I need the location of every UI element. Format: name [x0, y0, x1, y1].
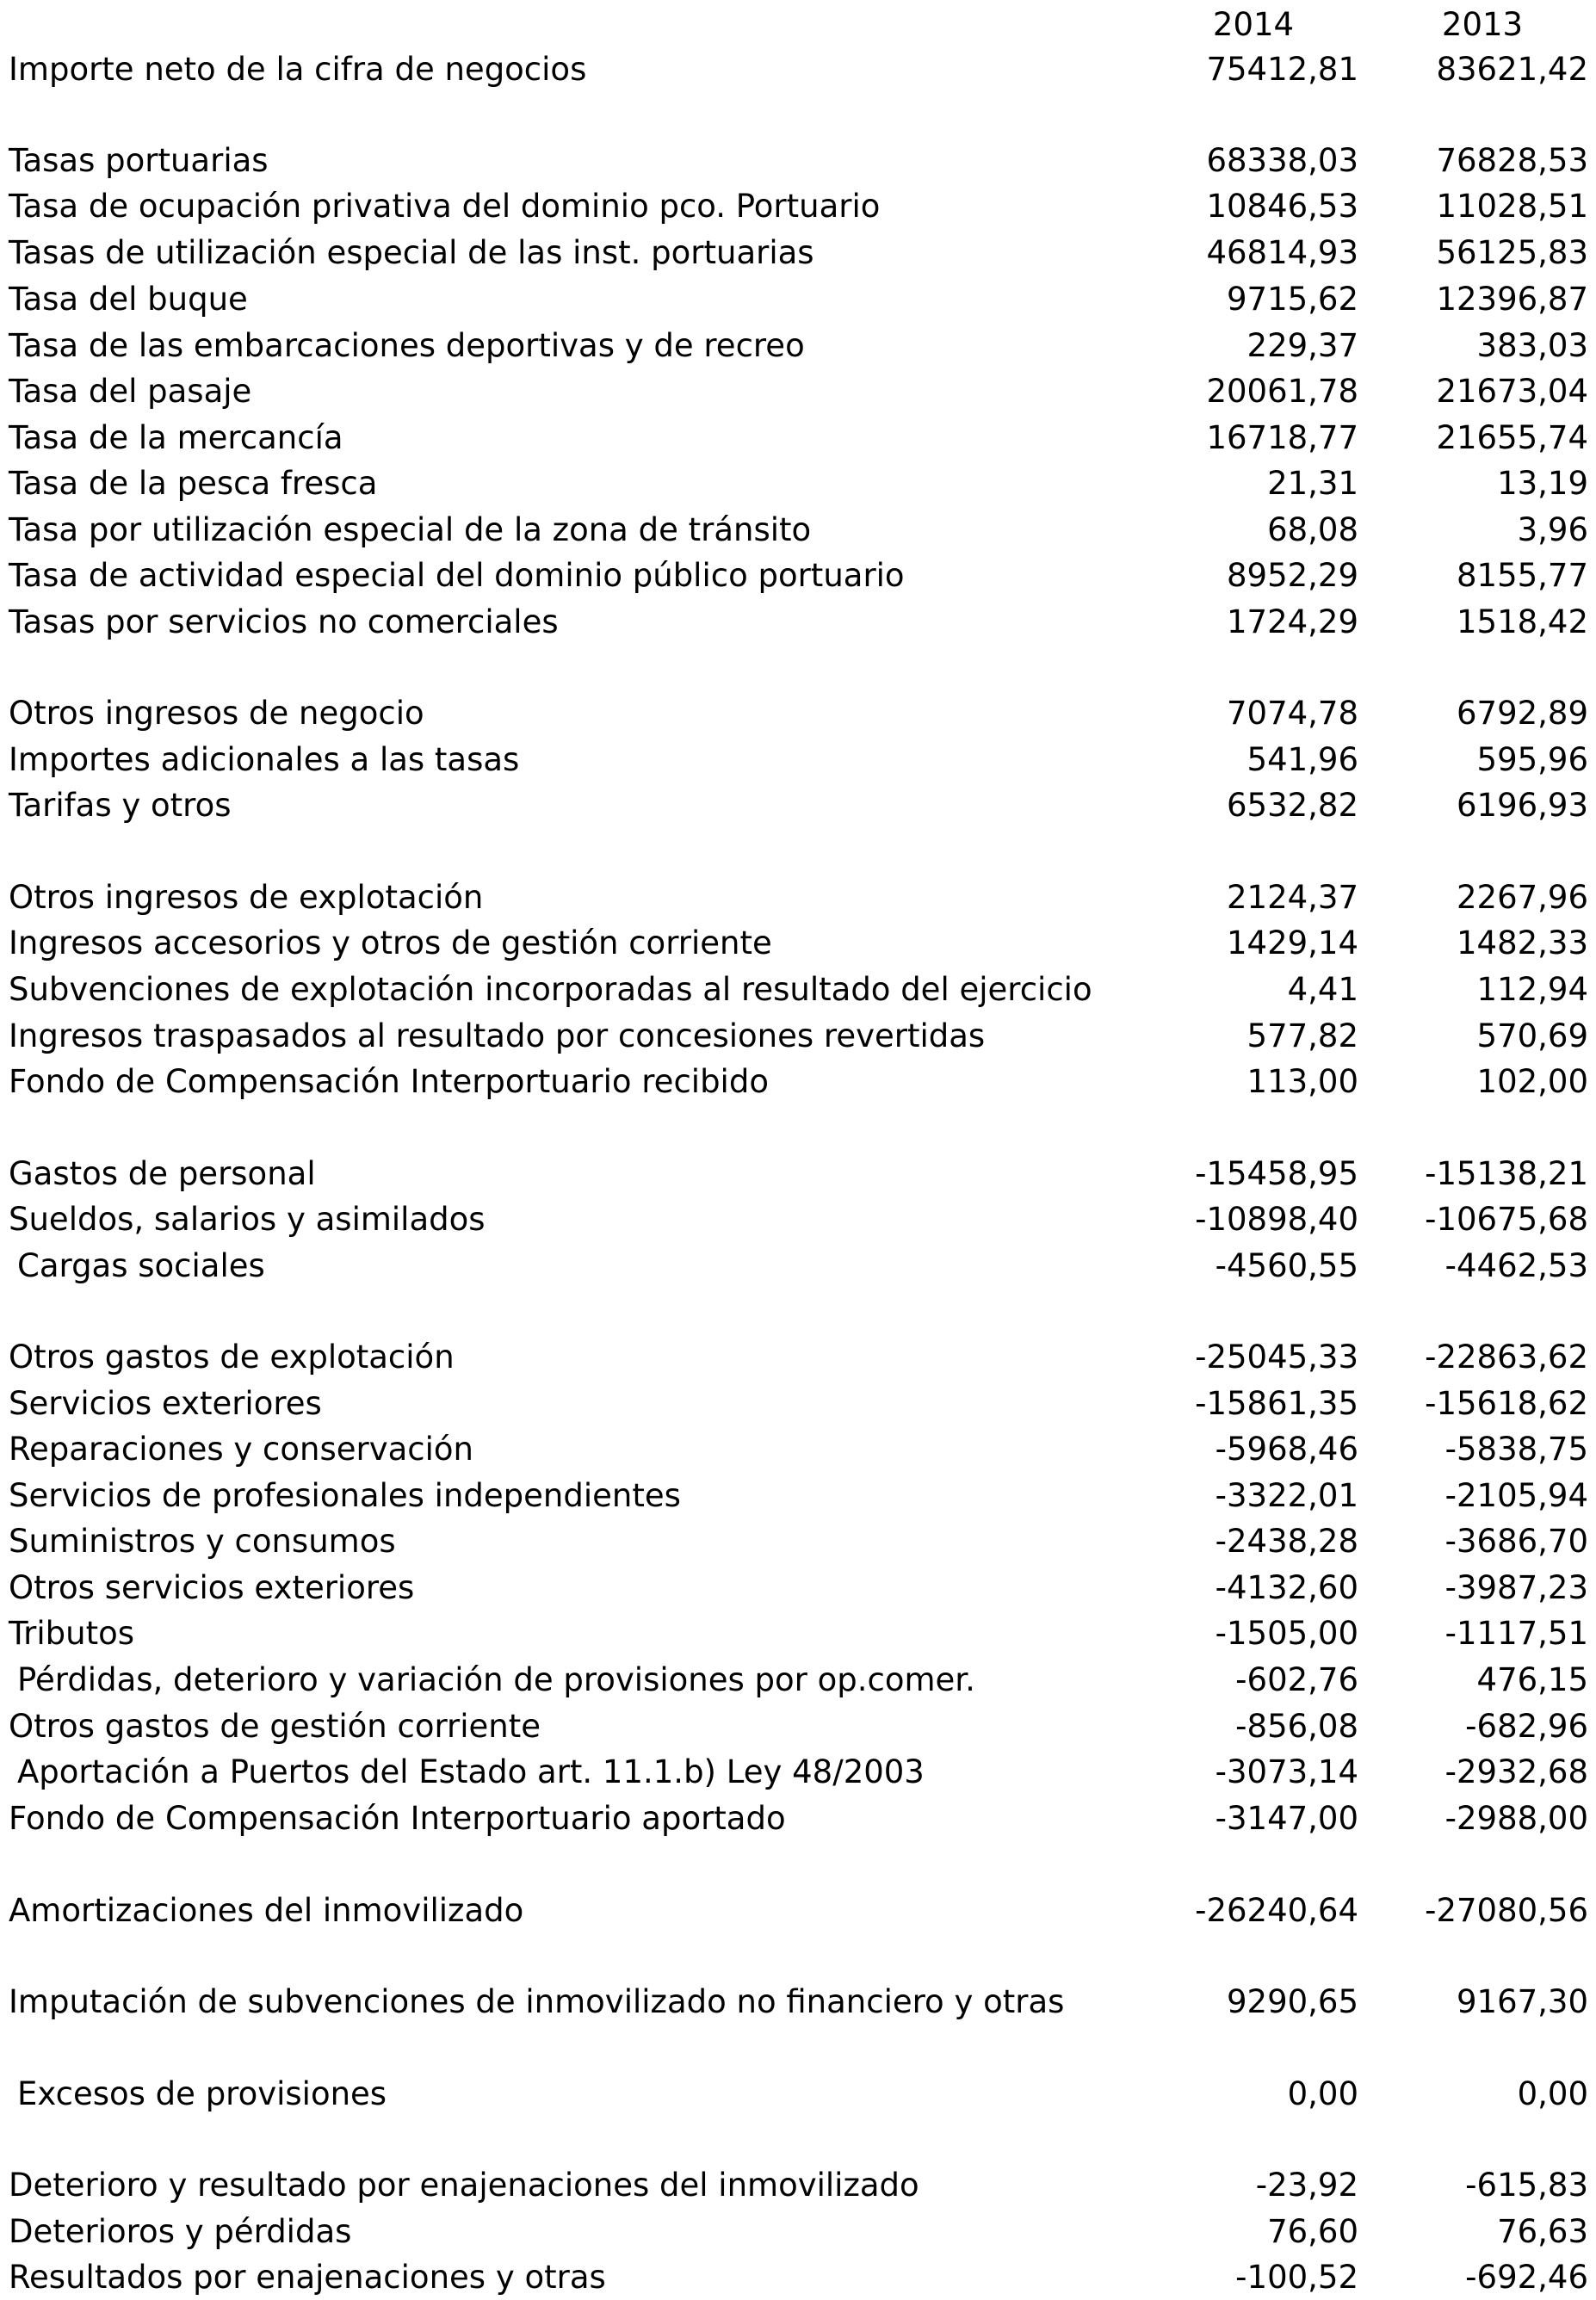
value-2013: 6196,93 — [1456, 787, 1588, 824]
row-label: Tributos — [9, 1615, 135, 1652]
table-row — [0, 1382, 1596, 1426]
value-2013: -3686,70 — [1444, 1523, 1588, 1560]
value-2014: 16718,77 — [1206, 419, 1358, 456]
value-2014: 46814,93 — [1206, 234, 1358, 271]
row-label: Tasa del pasaje — [9, 373, 252, 410]
table-row — [0, 968, 1596, 1012]
value-2014: 68338,03 — [1206, 142, 1358, 179]
table-row — [0, 2210, 1596, 2254]
row-label: Otros ingresos de explotación — [9, 879, 484, 916]
value-2014: 229,37 — [1246, 327, 1358, 364]
value-2013: 8155,77 — [1456, 557, 1588, 594]
year-2013-header: 2013 — [1441, 6, 1524, 43]
row-label: Tasa del buque — [9, 281, 248, 318]
value-2014: -2438,28 — [1215, 1523, 1358, 1560]
row-label: Servicios de profesionales independientes — [9, 1477, 681, 1514]
value-2014: -3322,01 — [1215, 1477, 1358, 1514]
value-2014: 541,96 — [1246, 741, 1358, 778]
value-2013: 3,96 — [1517, 511, 1588, 548]
value-2013: 83621,42 — [1436, 51, 1588, 88]
table-row — [0, 1014, 1596, 1059]
value-2013: -2988,00 — [1444, 1800, 1588, 1837]
header-row — [0, 3, 1596, 47]
table-row — [0, 369, 1596, 414]
value-2013: 1482,33 — [1456, 924, 1588, 961]
value-2013: -2105,94 — [1444, 1477, 1588, 1514]
table-row — [0, 921, 1596, 966]
value-2014: -100,52 — [1235, 2259, 1358, 2296]
table-row — [0, 1658, 1596, 1703]
value-2013: 1518,42 — [1456, 603, 1588, 640]
value-2014: 76,60 — [1267, 2213, 1358, 2250]
value-2014: 10846,53 — [1206, 188, 1358, 225]
value-2013: 21673,04 — [1436, 373, 1588, 410]
value-2014: -26240,64 — [1195, 1892, 1358, 1929]
value-2013: 13,19 — [1497, 465, 1588, 502]
table-row — [0, 184, 1596, 229]
table-row — [0, 1427, 1596, 1472]
value-2013: 595,96 — [1476, 741, 1588, 778]
value-2014: 7074,78 — [1226, 695, 1358, 732]
row-label: Fondo de Compensación Interportuario recibido — [9, 1063, 769, 1100]
row-label: Fondo de Compensación Interportuario aportado — [9, 1800, 786, 1837]
value-2013: -3987,23 — [1444, 1569, 1588, 1606]
table-row — [0, 1704, 1596, 1749]
row-label: Suministros y consumos — [9, 1523, 396, 1560]
row-label: Resultados por enajenaciones y otras — [9, 2259, 606, 2296]
row-label: Deterioros y pérdidas — [9, 2213, 352, 2250]
value-2014: -15458,95 — [1195, 1155, 1358, 1192]
value-2013: 76,63 — [1497, 2213, 1588, 2250]
row-label: Cargas sociales — [17, 1247, 265, 1284]
table-row — [0, 324, 1596, 368]
row-label: Tasa de ocupación privativa del dominio pco. Portuario — [9, 188, 881, 225]
row-label: Otros gastos de explotación — [9, 1339, 455, 1376]
table-row — [0, 2255, 1596, 2300]
value-2013: -1117,51 — [1444, 1615, 1588, 1652]
table-row — [0, 139, 1596, 183]
value-2013: 383,03 — [1476, 327, 1588, 364]
table-row — [0, 553, 1596, 598]
table-row — [0, 1335, 1596, 1380]
row-label: Ingresos accesorios y otros de gestión corriente — [9, 924, 772, 961]
value-2013: -615,83 — [1465, 2167, 1588, 2204]
value-2013: -4462,53 — [1444, 1247, 1588, 1284]
value-2013: 9167,30 — [1456, 1983, 1588, 2020]
row-label: Servicios exteriores — [9, 1385, 322, 1422]
row-label: Amortizaciones del inmovilizado — [9, 1892, 524, 1929]
table-row — [0, 1750, 1596, 1795]
table-row — [0, 416, 1596, 461]
row-label: Sueldos, salarios y asimilados — [9, 1201, 486, 1238]
value-2013: 76828,53 — [1436, 142, 1588, 179]
table-row — [0, 277, 1596, 322]
value-2014: 577,82 — [1246, 1017, 1358, 1054]
value-2014: 75412,81 — [1206, 51, 1358, 88]
table-row — [0, 875, 1596, 920]
row-label: Excesos de provisiones — [17, 2075, 387, 2112]
table-row — [0, 1611, 1596, 1656]
table-row — [0, 1474, 1596, 1518]
value-2014: 9715,62 — [1226, 281, 1358, 318]
table-row — [0, 783, 1596, 828]
row-label: Otros gastos de gestión corriente — [9, 1708, 541, 1745]
value-2013: -10675,68 — [1425, 1201, 1588, 1238]
table-row — [0, 1889, 1596, 1933]
value-2014: 4,41 — [1287, 971, 1358, 1008]
value-2014: -602,76 — [1235, 1661, 1358, 1698]
value-2014: -10898,40 — [1195, 1201, 1358, 1238]
row-label: Gastos de personal — [9, 1155, 316, 1192]
value-2014: -3147,00 — [1215, 1800, 1358, 1837]
value-2013: -22863,62 — [1425, 1339, 1588, 1376]
table-row — [0, 1566, 1596, 1611]
row-label: Reparaciones y conservación — [9, 1431, 473, 1468]
table-row — [0, 600, 1596, 645]
row-label: Pérdidas, deterioro y variación de provisiones por op.comer. — [17, 1661, 975, 1698]
row-label: Tasa de actividad especial del dominio público portuario — [9, 557, 905, 594]
value-2013: 12396,87 — [1436, 281, 1588, 318]
table-row — [0, 2072, 1596, 2117]
row-label: Imputación de subvenciones de inmovilizado no financiero y otras — [9, 1983, 1065, 2020]
value-2014: -5968,46 — [1215, 1431, 1358, 1468]
value-2013: 112,94 — [1476, 971, 1588, 1008]
table-row — [0, 1152, 1596, 1196]
value-2014: 1429,14 — [1226, 924, 1358, 961]
value-2014: 21,31 — [1267, 465, 1358, 502]
table-row — [0, 461, 1596, 506]
value-2014: -856,08 — [1235, 1708, 1358, 1745]
table-row — [0, 2163, 1596, 2208]
table-row — [0, 231, 1596, 275]
row-label: Aportación a Puertos del Estado art. 11.1.b) Ley 48/2003 — [17, 1753, 925, 1790]
year-2014-header: 2014 — [1212, 6, 1295, 43]
table-row — [0, 47, 1596, 92]
table-row — [0, 1519, 1596, 1564]
value-2014: -23,92 — [1255, 2167, 1358, 2204]
table-row — [0, 1796, 1596, 1841]
value-2014: -15861,35 — [1195, 1385, 1358, 1422]
row-label: Importes adicionales a las tasas — [9, 741, 520, 778]
row-label: Otros servicios exteriores — [9, 1569, 415, 1606]
row-label: Otros ingresos de negocio — [9, 695, 424, 732]
value-2014: -4560,55 — [1215, 1247, 1358, 1284]
value-2014: 68,08 — [1267, 511, 1358, 548]
value-2014: 6532,82 — [1226, 787, 1358, 824]
row-label: Subvenciones de explotación incorporadas al resultado del ejercicio — [9, 971, 1092, 1008]
row-label: Tasa de la pesca fresca — [9, 465, 378, 502]
table-row — [0, 738, 1596, 782]
value-2014: 8952,29 — [1226, 557, 1358, 594]
value-2014: -25045,33 — [1195, 1339, 1358, 1376]
value-2013: -692,46 — [1465, 2259, 1588, 2296]
value-2013: 11028,51 — [1436, 188, 1588, 225]
row-label: Tasa por utilización especial de la zona de tránsito — [9, 511, 812, 548]
value-2013: -15618,62 — [1425, 1385, 1588, 1422]
value-2014: 2124,37 — [1226, 879, 1358, 916]
value-2014: 113,00 — [1246, 1063, 1358, 1100]
value-2013: -2932,68 — [1444, 1753, 1588, 1790]
value-2013: 476,15 — [1476, 1661, 1588, 1698]
value-2014: -3073,14 — [1215, 1753, 1358, 1790]
value-2014: 9290,65 — [1226, 1983, 1358, 2020]
row-label: Tasas por servicios no comerciales — [9, 603, 559, 640]
value-2014: 20061,78 — [1206, 373, 1358, 410]
value-2014: 1724,29 — [1226, 603, 1358, 640]
row-label: Ingresos traspasados al resultado por concesiones revertidas — [9, 1017, 986, 1054]
value-2013: 6792,89 — [1456, 695, 1588, 732]
value-2013: 21655,74 — [1436, 419, 1588, 456]
row-label: Importe neto de la cifra de negocios — [9, 51, 587, 88]
row-label: Tasas portuarias — [9, 142, 269, 179]
table-row — [0, 1197, 1596, 1242]
row-label: Tarifas y otros — [9, 787, 232, 824]
row-label: Tasa de la mercancía — [9, 419, 343, 456]
value-2013: 102,00 — [1476, 1063, 1588, 1100]
value-2013: -5838,75 — [1444, 1431, 1588, 1468]
table-row — [0, 508, 1596, 553]
table-row — [0, 691, 1596, 736]
table-row — [0, 1980, 1596, 2025]
value-2013: 0,00 — [1517, 2075, 1588, 2112]
row-label: Deterioro y resultado por enajenaciones del inmovilizado — [9, 2167, 919, 2204]
value-2013: -15138,21 — [1425, 1155, 1588, 1192]
value-2014: -4132,60 — [1215, 1569, 1358, 1606]
value-2013: 2267,96 — [1456, 879, 1588, 916]
value-2013: -27080,56 — [1425, 1892, 1588, 1929]
table-row — [0, 1060, 1596, 1104]
value-2014: 0,00 — [1287, 2075, 1358, 2112]
table-row — [0, 1244, 1596, 1289]
row-label: Tasas de utilización especial de las inst. portuarias — [9, 234, 814, 271]
value-2013: -682,96 — [1465, 1708, 1588, 1745]
row-label: Tasa de las embarcaciones deportivas y de recreo — [9, 327, 805, 364]
value-2013: 56125,83 — [1436, 234, 1588, 271]
value-2013: 570,69 — [1476, 1017, 1588, 1054]
value-2014: -1505,00 — [1215, 1615, 1358, 1652]
